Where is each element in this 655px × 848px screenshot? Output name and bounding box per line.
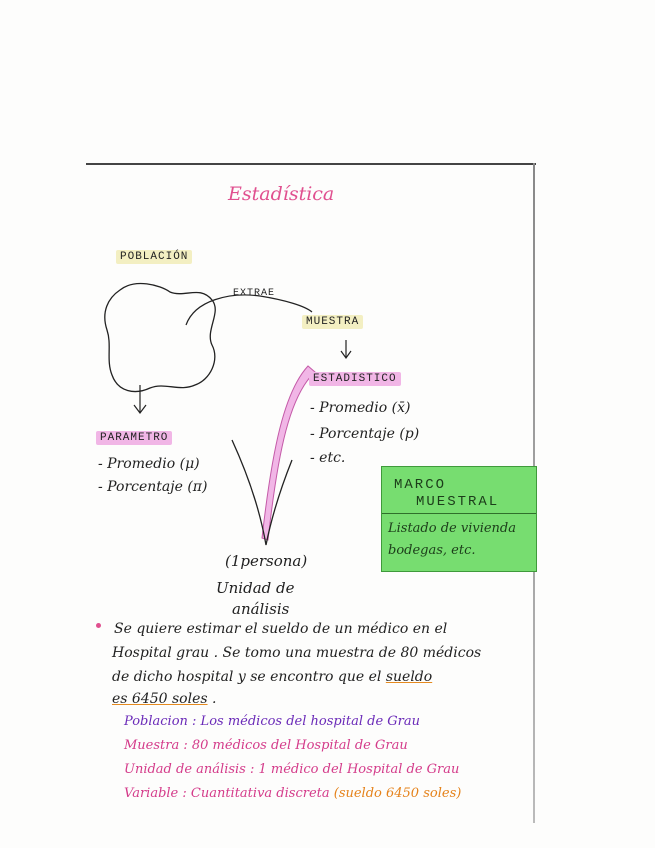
variable-example: (sueldo 6450 soles) xyxy=(333,786,462,801)
def-poblacion: Poblacion : Los médicos del hospital de Grau xyxy=(124,714,421,729)
pink-arrow xyxy=(262,366,315,540)
extrae-arrow xyxy=(186,295,312,325)
problem-line xyxy=(112,688,216,710)
estadistico-item: - etc. xyxy=(310,450,346,466)
parametro-item: - Promedio (μ) xyxy=(98,456,200,472)
marco-body: bodegas, etc. xyxy=(388,543,476,558)
sueldo-word: sueldo xyxy=(385,669,433,685)
marco-muestral-box xyxy=(381,466,537,572)
problem-line xyxy=(112,666,432,688)
variable-text: Variable : Cuantitativa discreta xyxy=(124,786,334,801)
population-blob xyxy=(105,284,215,392)
muestra-label: MUESTRA xyxy=(302,315,363,329)
unidad-label: Unidad de xyxy=(216,579,295,597)
page-title: Estadística xyxy=(228,183,335,205)
marco-title: MUESTRAL xyxy=(416,494,500,510)
problem-text: de dicho hospital y se encontro que el xyxy=(112,669,386,685)
parametro-item: - Porcentaje (π) xyxy=(98,479,208,495)
marco-body: Listado de vivienda xyxy=(388,521,517,536)
bullet-icon xyxy=(96,623,101,628)
extrae-label: EXTRAE xyxy=(233,288,276,299)
problem-line: Se quiere estimar el sueldo de un médico en el xyxy=(114,621,448,637)
problem-text: . xyxy=(207,691,217,707)
def-unidad: Unidad de análisis : 1 médico del Hospital de Grau xyxy=(124,762,460,777)
analisis-label: análisis xyxy=(232,600,290,618)
def-muestra: Muestra : 80 médicos del Hospital de Grau xyxy=(124,738,408,753)
poblacion-label: POBLACIÓN xyxy=(116,250,192,264)
estadistico-label: ESTADISTICO xyxy=(309,372,401,386)
parametro-label: PARAMETRO xyxy=(96,431,172,445)
estadistico-item: - Promedio (x̄) xyxy=(310,400,411,416)
unidad-persona: (1persona) xyxy=(225,552,308,570)
estadistico-item: - Porcentaje (p) xyxy=(310,426,420,442)
problem-line: Hospital grau . Se tomo una muestra de 80 médicos xyxy=(112,645,482,661)
marco-title: MARCO xyxy=(394,477,447,493)
marco-divider xyxy=(382,513,536,514)
def-variable xyxy=(124,786,461,801)
sueldo-value: es 6450 soles xyxy=(112,691,208,707)
